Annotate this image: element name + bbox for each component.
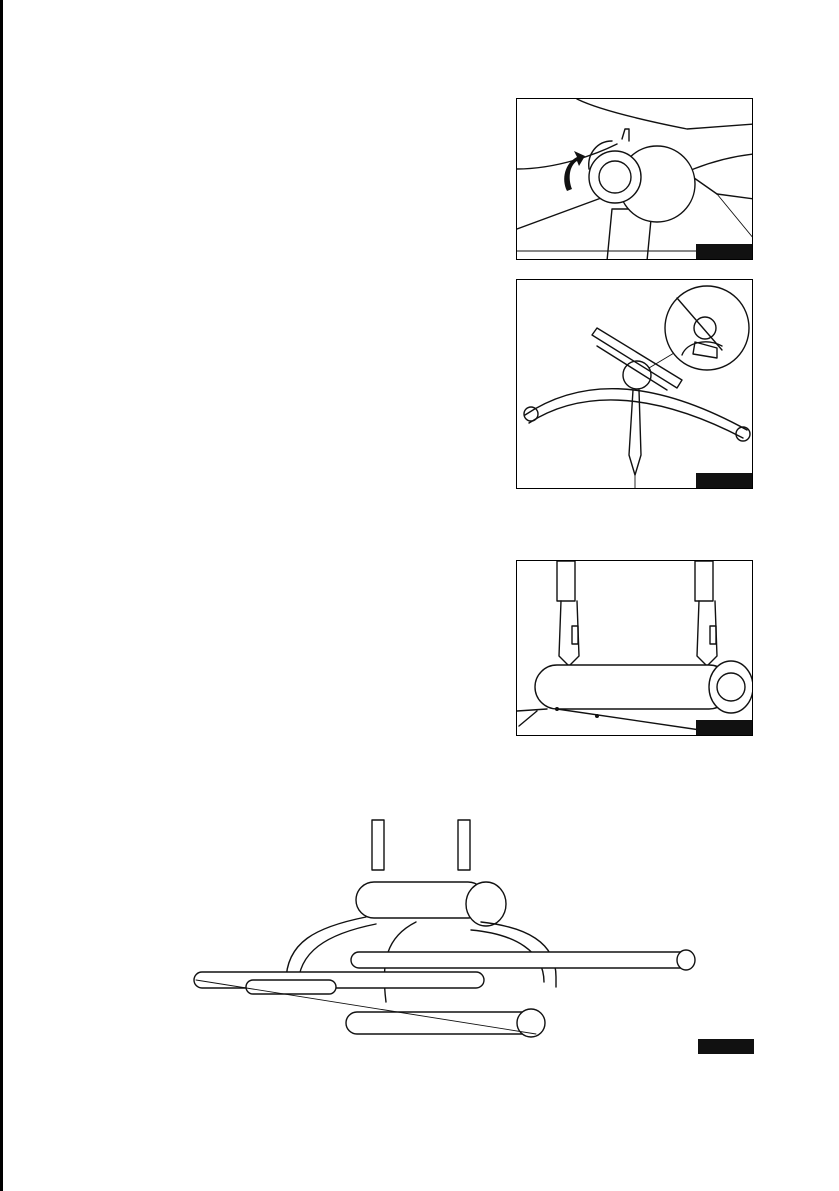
figure-spreader-clip: [516, 279, 753, 489]
figure-strap-attachment: [516, 560, 753, 736]
stretcher-assembly-illustration: [186, 812, 754, 1054]
hook-rotation-illustration: [517, 99, 753, 260]
rotate-arrow-icon: [564, 151, 585, 191]
figure-label-2: [696, 473, 752, 488]
figure-label-3: [696, 720, 752, 735]
figure-stretcher-assembly: [186, 812, 754, 1054]
strap-attachment-illustration: [517, 561, 753, 736]
spreader-clip-illustration: [517, 280, 753, 489]
figure-hook-rotation: [516, 98, 753, 260]
figure-label-4: [698, 1039, 754, 1054]
figure-label-1: [696, 244, 752, 259]
page-edge-mark: [0, 0, 3, 1191]
